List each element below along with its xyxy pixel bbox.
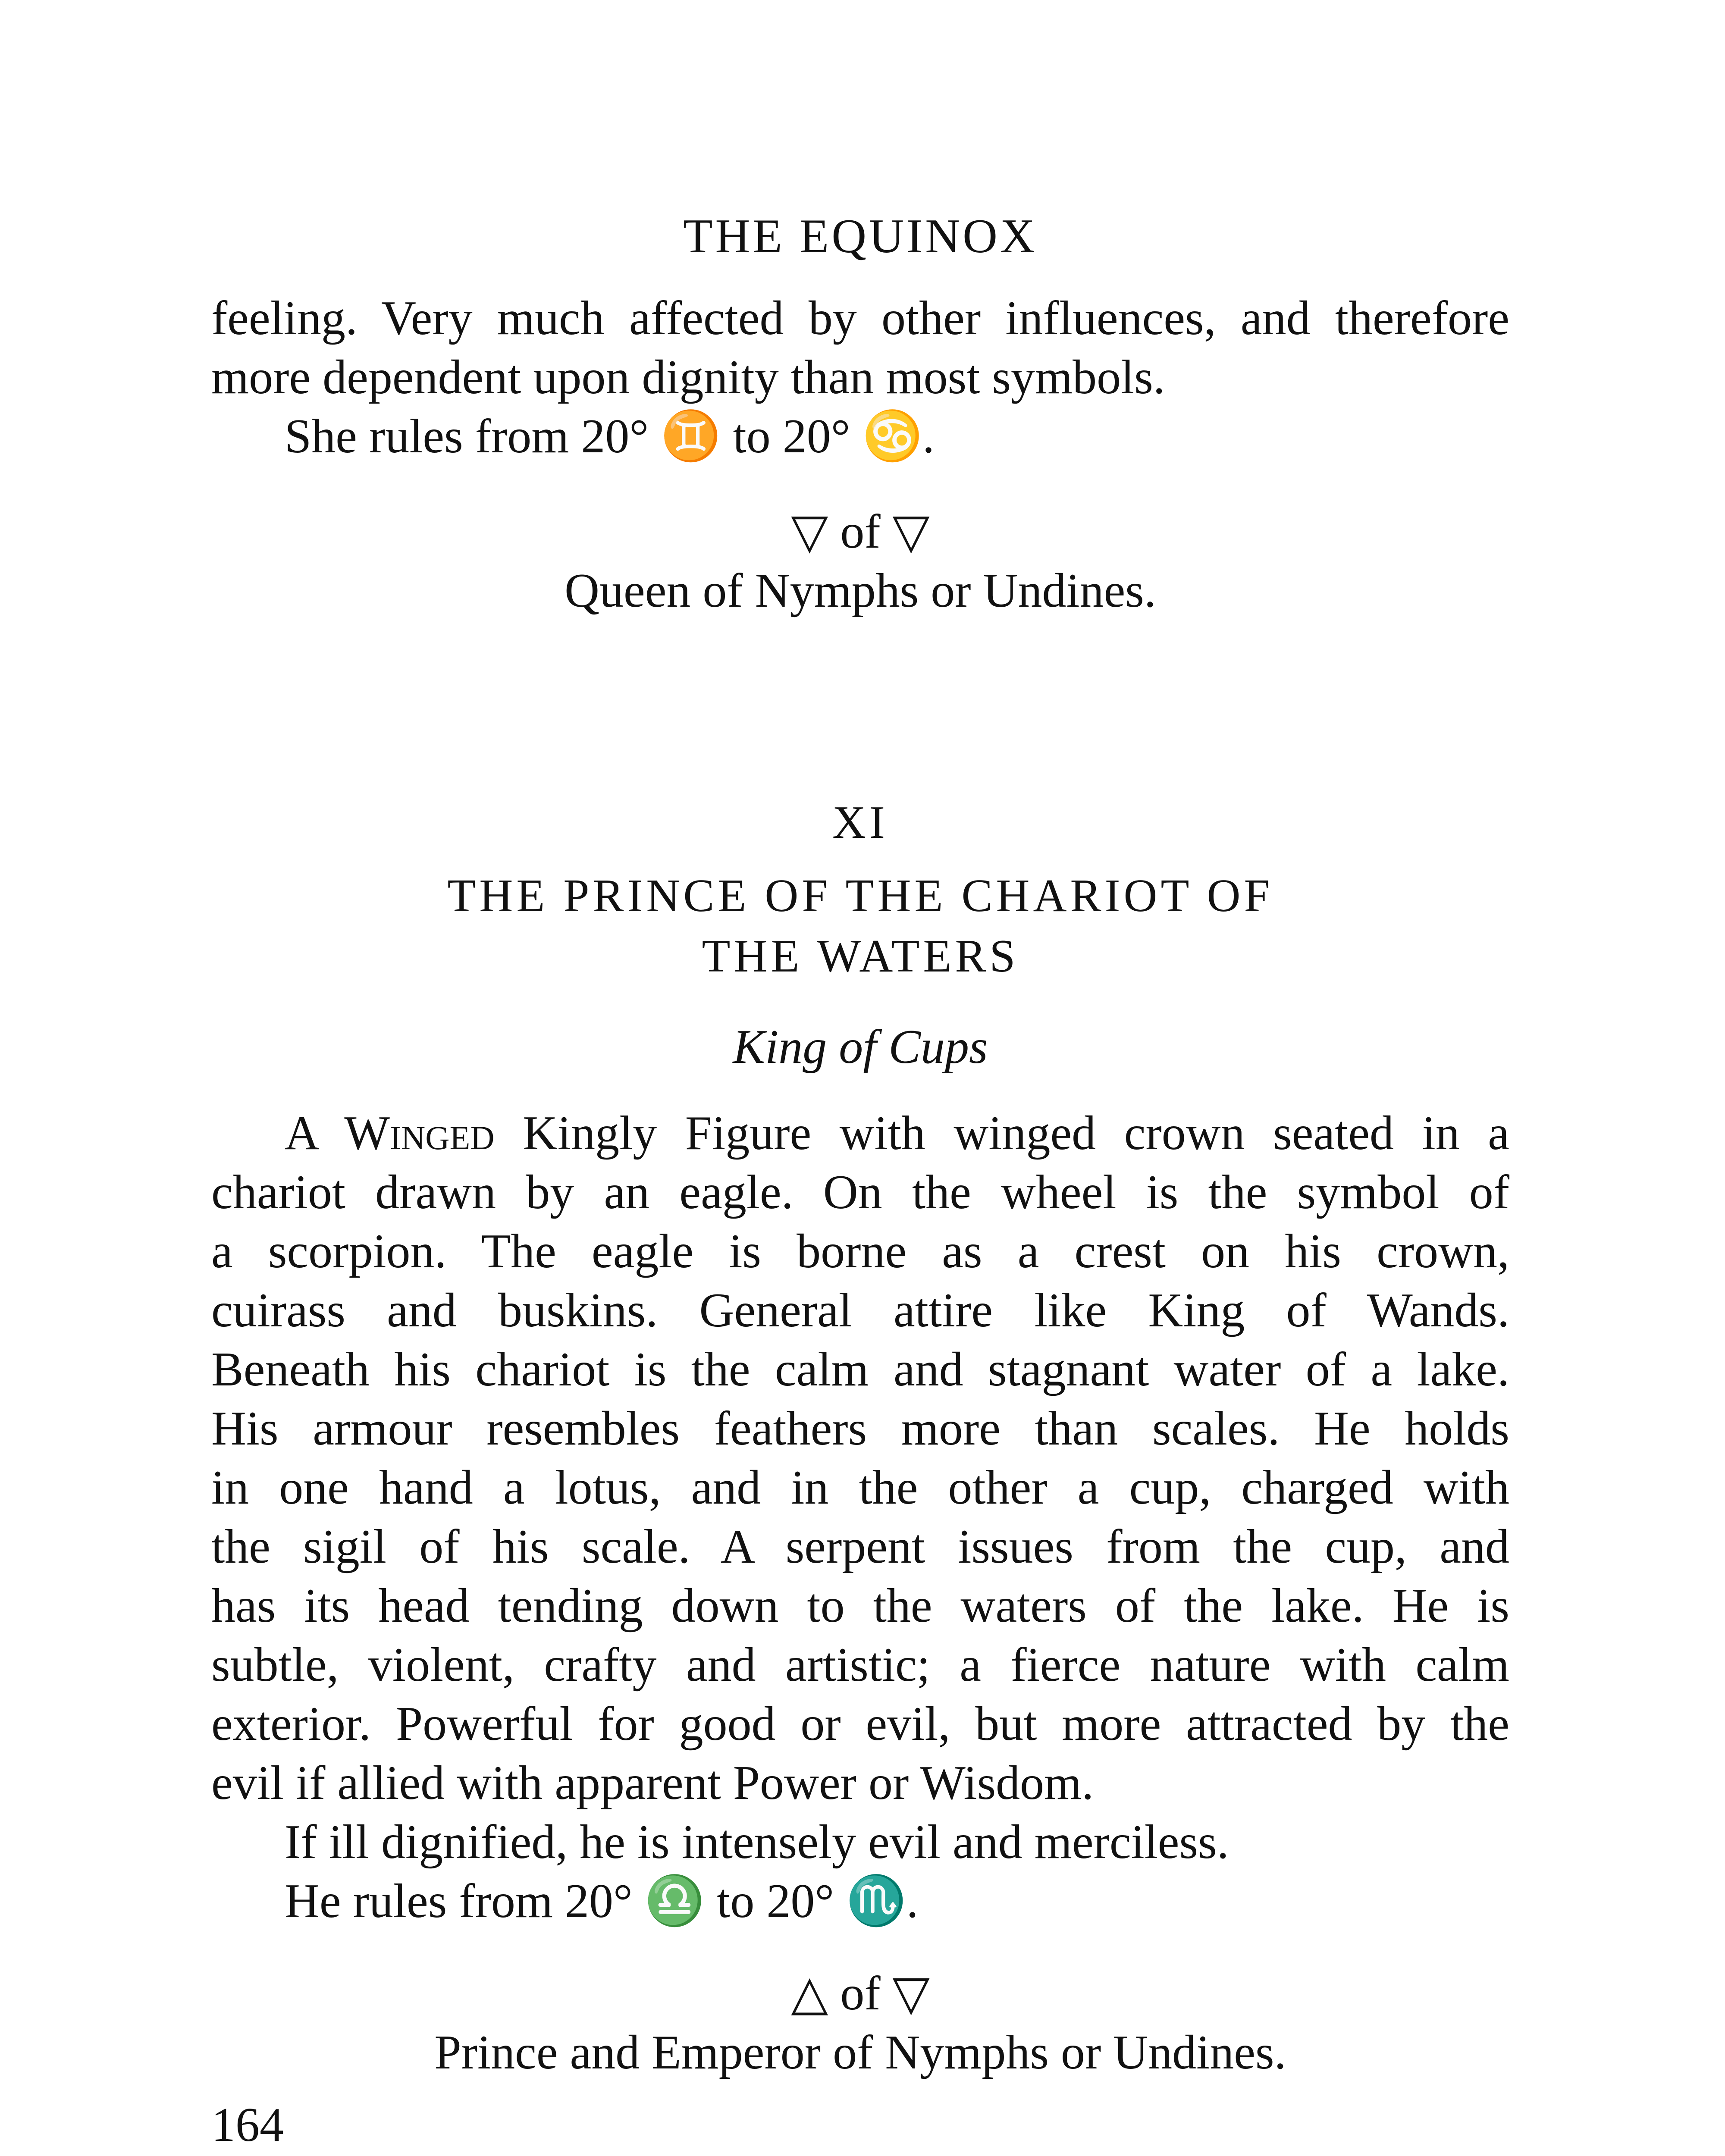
section-heading-line-1: THE PRINCE OF THE CHARIOT OF bbox=[447, 870, 1273, 921]
body-line: subtle, violent, crafty and artistic; a fierce nature with calm bbox=[211, 1638, 1509, 1692]
section-subtitle: King of Cups bbox=[733, 1020, 988, 1074]
body-first-line bbox=[285, 1104, 1509, 1163]
body-line: the sigil of his scale. A serpent issues from the cup, and bbox=[211, 1520, 1509, 1573]
body-line: cuirass and buskins. General attire like King of Wands. bbox=[211, 1284, 1509, 1337]
body-line: in one hand a lotus, and in the other a cup, charged with bbox=[211, 1461, 1509, 1514]
body-last-line: evil if allied with apparent Power or Wisdom. bbox=[211, 1756, 1094, 1810]
ill-dignified-line: If ill dignified, he is intensely evil and merciless. bbox=[285, 1815, 1229, 1869]
running-head: THE EQUINOX bbox=[683, 210, 1038, 263]
body-first-line-rest: Kingly Figure with winged crown seated in a bbox=[494, 1106, 1509, 1160]
section-heading-line-2: THE WATERS bbox=[702, 931, 1019, 982]
book-page bbox=[211, 0, 1509, 2156]
body-lead-in: A Winged bbox=[285, 1106, 495, 1160]
body-line: has its head tending down to the waters of the lake. He is bbox=[211, 1579, 1509, 1633]
prince-element-symbols: △ of ▽ bbox=[791, 1967, 930, 2020]
body-line: chariot drawn by an eagle. On the wheel is the symbol of bbox=[211, 1166, 1509, 1219]
section-number: XI bbox=[832, 797, 888, 848]
body-line: a scorpion. The eagle is borne as a crest on his crown, bbox=[211, 1225, 1509, 1278]
paragraph-line: feeling. Very much affected by other influences, and therefore bbox=[211, 291, 1509, 345]
body-line: His armour resembles feathers more than scales. He holds bbox=[211, 1402, 1509, 1455]
paragraph-line: more dependent upon dignity than most symbols. bbox=[211, 351, 1165, 404]
body-line: exterior. Powerful for good or evil, but more attracted by the bbox=[211, 1697, 1509, 1751]
prince-rule-line: He rules from 20° ♎ to 20° ♏. bbox=[285, 1874, 919, 1928]
queen-element-symbols: ▽ of ▽ bbox=[791, 505, 930, 558]
queen-title: Queen of Nymphs or Undines. bbox=[565, 564, 1156, 617]
queen-rule-line: She rules from 20° ♊ to 20° ♋. bbox=[285, 410, 935, 463]
prince-title: Prince and Emperor of Nymphs or Undines. bbox=[434, 2026, 1286, 2079]
page-number: 164 bbox=[211, 2098, 284, 2152]
body-line: Beneath his chariot is the calm and stagnant water of a lake. bbox=[211, 1343, 1509, 1396]
